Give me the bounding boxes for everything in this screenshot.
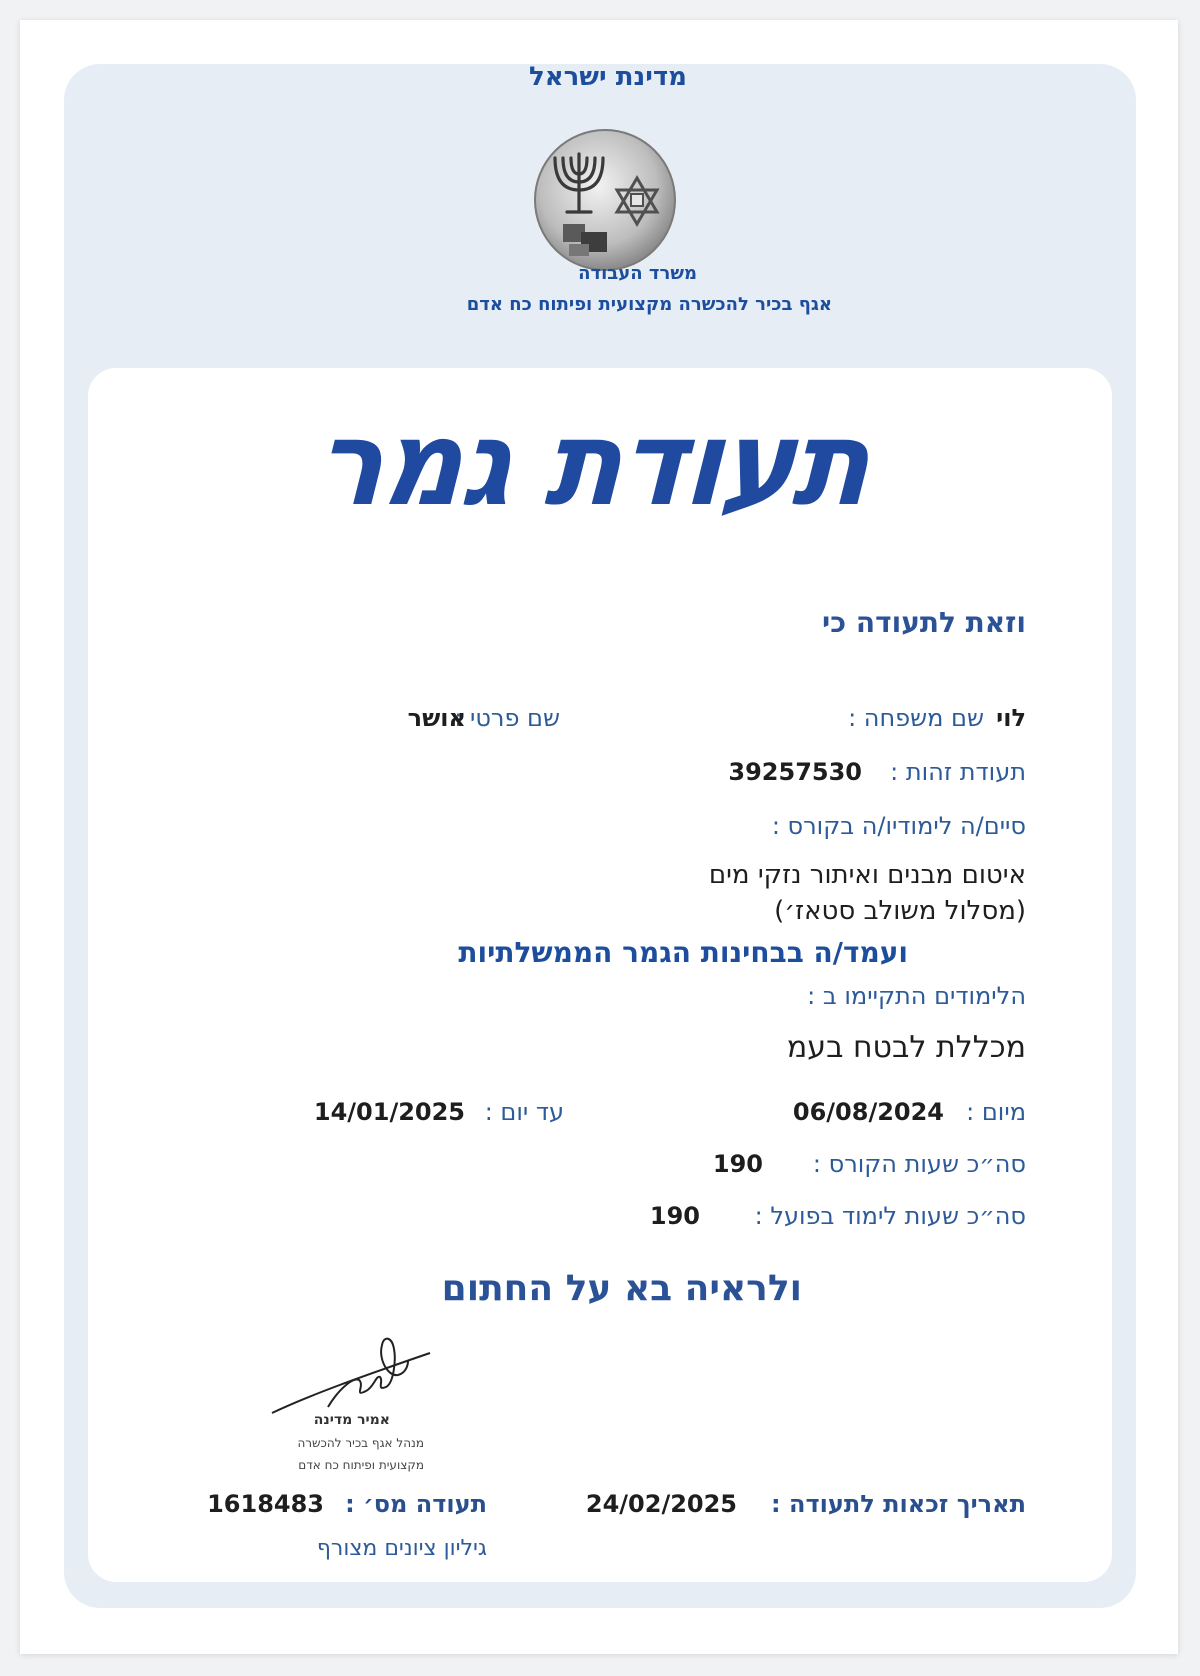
first-name-value: אושר: [407, 704, 466, 732]
ministry-name: משרד העבודה: [578, 263, 697, 284]
last-name-label: שם משפחה :: [848, 704, 984, 732]
id-value: 39257530: [728, 758, 862, 786]
to-date-label: עד יום :: [484, 1098, 564, 1126]
entitlement-date-label: תאריך זכאות לתעודה :: [771, 1490, 1026, 1518]
institution-value: מכללת לבטח בעמ: [786, 1030, 1026, 1065]
id-label: תעודת זהות :: [890, 758, 1026, 786]
last-name-value: לוי: [996, 704, 1026, 732]
signatory-name: אמיר מדינה: [313, 1412, 390, 1428]
entitlement-date-value: 24/02/2025: [585, 1490, 737, 1518]
certificate-title: תעודת גמר: [307, 395, 893, 533]
course-hours-value: 190: [712, 1150, 763, 1178]
state-name: מדינת ישראל: [528, 62, 687, 92]
intro-text: וזאת לתעודה כי: [822, 606, 1026, 639]
certificate-number-label: תעודה מס׳ :: [345, 1490, 487, 1518]
certificate-body: [88, 368, 1112, 1582]
completed-course-label: סיים/ה לימודיו/ה בקורס :: [771, 812, 1026, 840]
exam-statement: ועמד/ה בבחינות הגמר הממשלתיות: [458, 936, 908, 969]
course-name-line1: איטום מבנים ואיתור נזקי מים: [708, 860, 1026, 890]
grades-sheet-note: גיליון ציונים מצורף: [316, 1536, 487, 1561]
actual-hours-value: 190: [649, 1202, 700, 1230]
to-date-value: 14/01/2025: [313, 1098, 465, 1126]
course-hours-label: סה״כ שעות הקורס :: [812, 1150, 1026, 1178]
first-name-label: שם פרטי :: [454, 704, 560, 732]
signatory-title-line2: מקצועית ופיתוח כח אדם: [298, 1458, 424, 1472]
state-emblem-menorah-icon: [533, 128, 677, 272]
signature-image: [270, 1315, 440, 1425]
actual-hours-label: סה״כ שעות לימוד בפועל :: [754, 1202, 1026, 1230]
course-name-line2: (מסלול משולב סטאז׳): [774, 896, 1026, 926]
department-name: אגף בכיר להכשרה מקצועית ופיתוח כח אדם: [466, 294, 832, 315]
institution-label: הלימודים התקיימו ב :: [807, 982, 1026, 1010]
sealed-statement: ולראיה בא על החתום: [441, 1268, 802, 1309]
from-date-label: מיום :: [966, 1098, 1026, 1126]
from-date-value: 06/08/2024: [792, 1098, 944, 1126]
signatory-title-line1: מנהל אגף בכיר להכשרה: [297, 1436, 424, 1450]
certificate-number-value: 1618483: [207, 1490, 324, 1518]
